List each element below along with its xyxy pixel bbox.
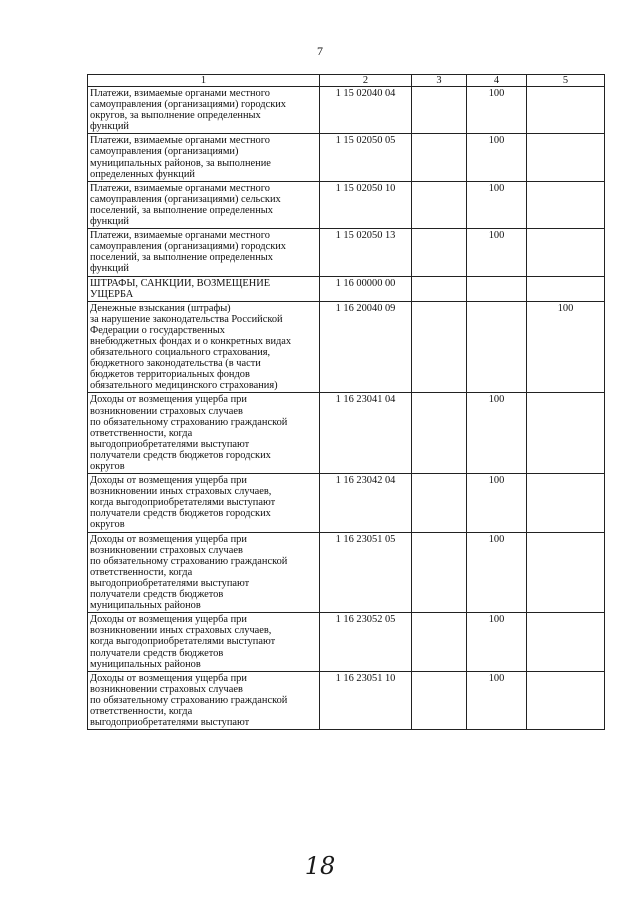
row-name-cell: ШТРАФЫ, САНКЦИИ, ВОЗМЕЩЕНИЕ УЩЕРБА	[88, 276, 320, 301]
table-row	[88, 671, 605, 729]
row-col5-cell	[527, 474, 605, 532]
table-row	[88, 301, 605, 393]
row-col4-cell: 100	[467, 613, 527, 671]
row-col3-cell	[412, 134, 467, 181]
row-col3-cell	[412, 276, 467, 301]
row-col5-cell: 100	[527, 301, 605, 393]
row-col5-cell	[527, 229, 605, 276]
table-row	[88, 229, 605, 276]
row-col4-cell: 100	[467, 671, 527, 729]
row-col5-cell	[527, 134, 605, 181]
row-code-cell: 1 16 23041 04	[320, 393, 412, 474]
row-col5-cell	[527, 276, 605, 301]
row-code-cell: 1 16 00000 00	[320, 276, 412, 301]
table-row	[88, 393, 605, 474]
row-col4-cell: 100	[467, 134, 527, 181]
handwritten-page-number: 18	[304, 852, 336, 880]
row-code-cell: 1 15 02050 10	[320, 181, 412, 228]
table-header	[88, 75, 605, 87]
row-col3-cell	[412, 532, 467, 613]
row-code-cell: 1 16 23051 05	[320, 532, 412, 613]
row-col5-cell	[527, 87, 605, 134]
row-col5-cell	[527, 181, 605, 228]
column-header-5: 5	[527, 75, 605, 87]
row-name-cell: Платежи, взимаемые органами местного самоуправления (организациями) городских округов, за выполнение определенных функций	[88, 87, 320, 134]
row-name-cell: Доходы от возмещения ущерба при возникновении иных страховых случаев, когда выгодоприобретателями выступают получатели средств бюджетов городских округов	[88, 474, 320, 532]
row-col3-cell	[412, 181, 467, 228]
row-col4-cell: 100	[467, 229, 527, 276]
row-code-cell: 1 15 02050 13	[320, 229, 412, 276]
row-col4-cell: 100	[467, 474, 527, 532]
row-name-cell: Доходы от возмещения ущерба при возникновении страховых случаев по обязательному страхованию гражданской ответственности, когда выгодоприобретателями выступают	[88, 671, 320, 729]
row-code-cell: 1 15 02050 05	[320, 134, 412, 181]
table-row	[88, 181, 605, 228]
row-col5-cell	[527, 671, 605, 729]
table-row	[88, 87, 605, 134]
table-row	[88, 134, 605, 181]
row-col3-cell	[412, 671, 467, 729]
row-col4-cell: 100	[467, 181, 527, 228]
row-code-cell: 1 15 02040 04	[320, 87, 412, 134]
row-code-cell: 1 16 23051 10	[320, 671, 412, 729]
column-header-1: 1	[88, 75, 320, 87]
row-name-cell: Денежные взыскания (штрафы) за нарушение законодательства Российской Федерации о государственных внебюджетных фондах и о конкретных видах обязательного социального страхования, бюджетного законодательства (в части бюджетов территориальных фондов обязательного медицинского страхования)	[88, 301, 320, 393]
budget-revenue-table	[87, 74, 605, 730]
column-header-3: 3	[412, 75, 467, 87]
row-col4-cell	[467, 301, 527, 393]
row-col3-cell	[412, 229, 467, 276]
table-body	[88, 87, 605, 730]
column-header-4: 4	[467, 75, 527, 87]
table-row	[88, 613, 605, 671]
row-col4-cell: 100	[467, 87, 527, 134]
row-name-cell: Платежи, взимаемые органами местного самоуправления (организациями) сельских поселений, за выполнение определенных функций	[88, 181, 320, 228]
row-col5-cell	[527, 393, 605, 474]
row-code-cell: 1 16 20040 09	[320, 301, 412, 393]
row-col3-cell	[412, 87, 467, 134]
row-col3-cell	[412, 613, 467, 671]
row-col4-cell: 100	[467, 393, 527, 474]
row-code-cell: 1 16 23052 05	[320, 613, 412, 671]
page-number: 7	[317, 44, 323, 58]
row-name-cell: Платежи, взимаемые органами местного самоуправления (организациями) городских поселений, за выполнение определенных функций	[88, 229, 320, 276]
table-row	[88, 474, 605, 532]
row-col4-cell: 100	[467, 532, 527, 613]
table-row	[88, 276, 605, 301]
row-name-cell: Доходы от возмещения ущерба при возникновении страховых случаев по обязательному страхованию гражданской ответственности, когда выгодоприобретателями выступают получатели средств бюджетов муниципальных районов	[88, 532, 320, 613]
row-name-cell: Доходы от возмещения ущерба при возникновении страховых случаев по обязательному страхованию гражданской ответственности, когда выгодоприобретателями выступают получатели средств бюджетов городских округов	[88, 393, 320, 474]
row-col5-cell	[527, 532, 605, 613]
row-code-cell: 1 16 23042 04	[320, 474, 412, 532]
row-col3-cell	[412, 301, 467, 393]
column-header-2: 2	[320, 75, 412, 87]
row-col5-cell	[527, 613, 605, 671]
row-col3-cell	[412, 474, 467, 532]
row-col4-cell	[467, 276, 527, 301]
row-name-cell: Доходы от возмещения ущерба при возникновении иных страховых случаев, когда выгодоприобретателями выступают получатели средств бюджетов муниципальных районов	[88, 613, 320, 671]
row-name-cell: Платежи, взимаемые органами местного самоуправления (организациями) муниципальных районов, за выполнение определенных функций	[88, 134, 320, 181]
table-header-row	[88, 75, 605, 87]
row-col3-cell	[412, 393, 467, 474]
table-row	[88, 532, 605, 613]
